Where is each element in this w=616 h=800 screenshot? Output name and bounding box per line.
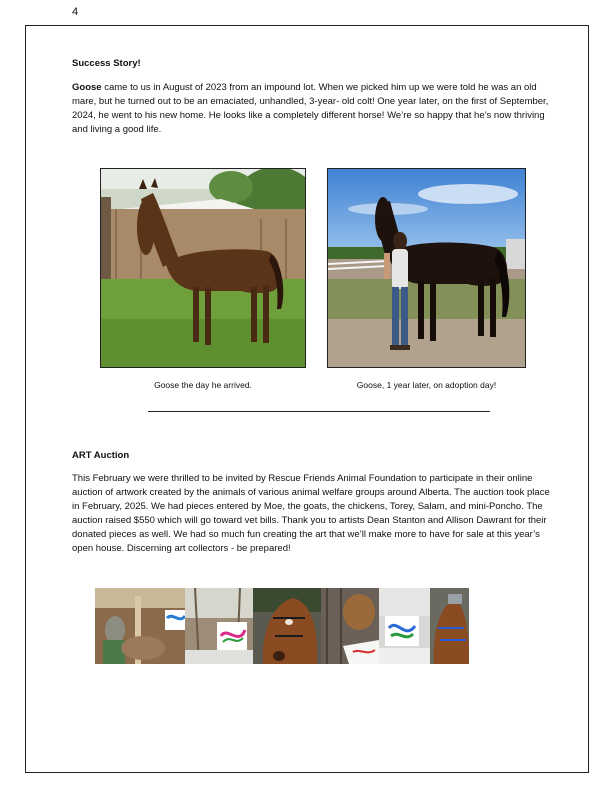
photo-goat-painting: [95, 588, 185, 664]
art-photo-strip: [95, 588, 537, 664]
art-auction-heading: ART Auction: [72, 450, 130, 461]
photo-goose-arrival: [100, 168, 306, 368]
photo-painting-in-barn: [185, 588, 253, 664]
section-divider: [148, 411, 490, 412]
photo-horse-blue-halter: [430, 588, 469, 664]
page-number: 4: [72, 6, 79, 18]
success-story-text: came to us in August of 2023 from an impound lot. When we picked him up we were told he was an old mare, but he turned out to be an emaciated, unhandled, 3-year- old colt! One year later, on the first of September, 2024, he went to his new home. He looks like a completely different horse! We’re so happy that he’s now thriving and living a good life.: [72, 82, 549, 135]
photo-art-canvas-display: [379, 588, 430, 664]
horse-name: Goose: [72, 82, 102, 93]
photo-horse-face-bridle: [253, 588, 321, 664]
art-auction-paragraph: This February we were thrilled to be invited by Rescue Friends Animal Foundation to participate in their online auction of artwork created by the animals of various animal welfare groups around Alberta. The auction took place in February, 2025. We had pieces entered by Moe, the goats, the chickens, Torey, Salam, and mini-Poncho. The auction raised $550 which will go toward vet bills. Thank you to artists Dean Stanton and Allison Dawrant for their donated pieces as well. We had so much fun creating the art that we’ll make more to have for sale at this year’s open house. Discerning art collectors - be prepared!: [72, 473, 550, 554]
photo-goose-adoption: [327, 168, 526, 368]
success-story-heading: Success Story!: [72, 58, 141, 69]
photo-horse-painting: [321, 588, 379, 664]
caption-goose-adoption: Goose, 1 year later, on adoption day!: [356, 380, 497, 390]
goose-adoption-image: [328, 169, 526, 368]
caption-goose-arrival: Goose the day he arrived.: [154, 380, 252, 390]
success-story-paragraph: [72, 81, 550, 137]
goose-arrival-image: [101, 169, 306, 368]
